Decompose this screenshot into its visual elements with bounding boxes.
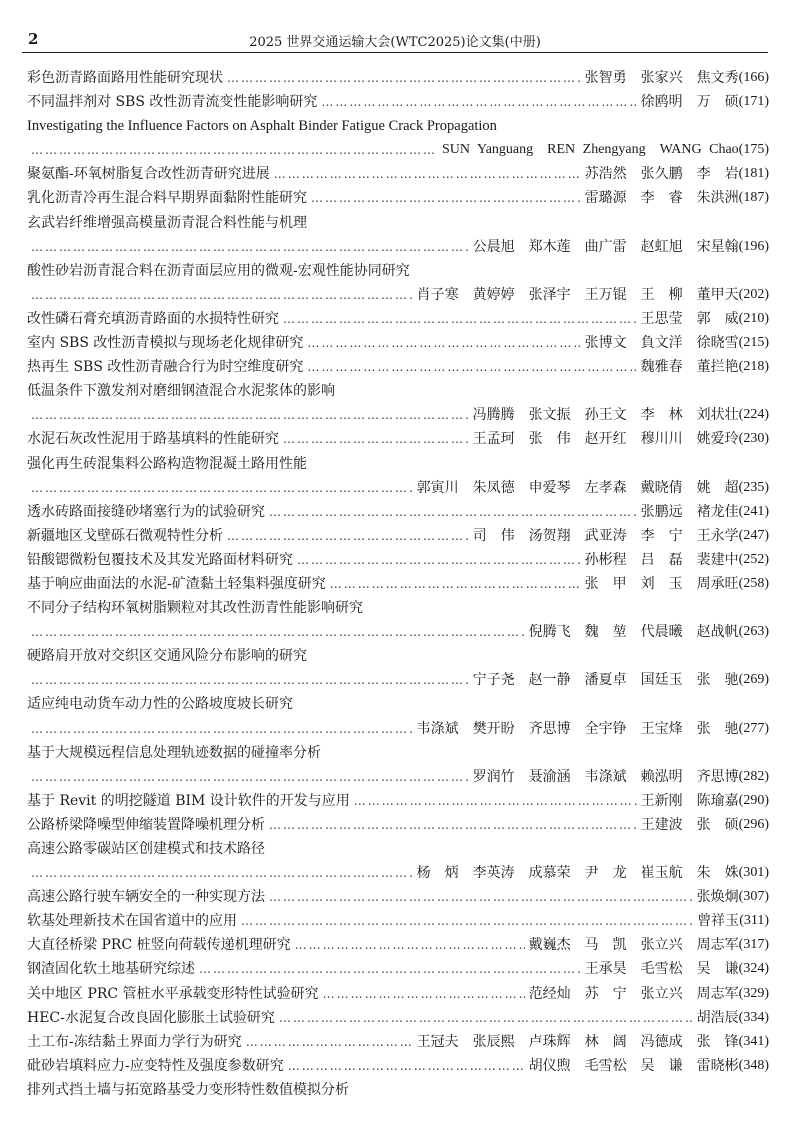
entry-title: 改性磷石膏充填沥青路面的水损特性研究 [27,310,279,327]
toc-entry-title-line [27,211,769,235]
toc-entry-author-line [27,235,769,259]
toc-entry [27,524,769,548]
entry-authors: 王冠夫 张辰熙 卢珠辉 林 阔 冯德成 张 锋 [416,1033,739,1050]
entry-page: (202) [738,286,769,302]
entry-title: 热再生 SBS 改性沥青融合行为时空维度研究 [27,359,304,376]
entry-page: (301) [738,865,769,881]
entry-authors: 王新刚 陈瑜嘉 [640,792,739,809]
leader-dots [227,524,469,548]
entry-title: 土工布-冻结黏土界面力学行为研究 [27,1033,242,1050]
entry-page: (218) [738,359,769,375]
entry-authors: 戴巍杰 马 凯 张立兴 周志军 [528,937,739,954]
entry-authors: 张 甲 刘 玉 周承旺 [584,575,739,592]
toc-entry-author-line [27,717,769,741]
entry-authors: 冯腾腾 张文振 孙王文 李 林 刘状壮 [472,407,739,424]
leader-dots [288,1054,525,1078]
entry-authors: 韦涤斌 樊开盼 齐思博 全宇铮 王宝烽 张 驰 [416,720,739,737]
toc-entry-title-line [27,259,769,283]
leader-dots [269,500,637,524]
toc-entry [27,572,769,596]
toc-entry-author-line [27,476,769,500]
entry-title: 排列式挡土墙与拓宽路基受力变形特性数值模拟分析 [27,1081,349,1098]
toc-entry [27,307,769,331]
entry-page: (341) [738,1033,769,1049]
leader-dots [269,813,637,837]
entry-page: (235) [738,479,769,495]
leader-dots [321,90,636,114]
leader-dots [307,355,636,379]
entry-authors: 罗润竹 聂渝涵 韦涤斌 赖泓明 齐思博 [472,768,739,785]
entry-page: (277) [738,720,769,736]
entry-page: (241) [738,503,769,519]
leader-dots [31,668,469,692]
entry-page: (263) [738,624,769,640]
toc-entry [27,548,769,572]
leader-dots [227,66,581,90]
toc-entry [27,1030,769,1054]
leader-dots [31,620,525,644]
entry-title: HEC-水泥复合改良固化膨胀土试验研究 [27,1009,275,1026]
entry-title: 新疆地区戈壁砾石微观特性分析 [27,527,223,544]
toc-entry [27,427,769,451]
toc-entry [27,162,769,186]
entry-authors: 宁子尧 赵一静 潘夏卓 国廷玉 张 驰 [472,672,739,689]
entry-title: 不同分子结构环氧树脂颗粒对其改性沥青性能影响研究 [27,600,363,617]
toc-entry-author-line [27,861,769,885]
table-of-contents [27,66,769,1102]
entry-page: (224) [738,407,769,423]
toc-entry [27,933,769,957]
entry-authors: 司 伟 汤贺翔 武亚涛 李 宁 王永学 [472,527,739,544]
entry-authors: 王思莹 郭 威 [640,310,739,327]
entry-page: (307) [738,889,769,905]
entry-authors: 范经灿 苏 宁 张立兴 周志军 [528,985,739,1002]
toc-entry [27,331,769,355]
toc-entry-author-line [27,620,769,644]
toc-entry-title-line [27,114,769,138]
entry-authors: 张鹏远 褚龙佳 [640,503,739,520]
entry-title: 彩色沥青路面路用性能研究现状 [27,70,223,86]
entry-page: (311) [739,913,769,929]
entry-page: (181) [738,166,769,182]
leader-dots [323,982,525,1006]
leader-dots [241,909,693,933]
leader-dots [31,476,413,500]
entry-authors: 曾祥玉 [697,913,740,930]
leader-dots [311,186,581,210]
entry-page: (187) [738,190,769,206]
toc-entry [27,909,769,933]
leader-dots [283,307,637,331]
entry-page: (329) [738,985,769,1001]
entry-authors: 公晨旭 郑木莲 曲广雷 赵虹旭 宋星翰 [472,238,739,255]
toc-entry-author-line [27,283,769,307]
entry-title: 室内 SBS 改性沥青模拟与现场老化规律研究 [27,335,304,352]
toc-entry [27,885,769,909]
entry-page: (334) [738,1009,769,1025]
entry-authors: 徐鸥明 万 硕 [640,94,739,111]
toc-entry-title-line [27,596,769,620]
toc-entry [27,813,769,837]
entry-authors: 胡浩辰 [696,1009,739,1026]
entry-authors: 胡仪煦 毛雪松 吴 谦 雷晓彬 [528,1057,739,1074]
toc-entry-title-line [27,837,769,861]
entry-authors: 苏浩然 张久鹏 李 岩 [584,166,739,183]
entry-title: 基于响应曲面法的水泥-矿渣黏土轻集料强度研究 [27,575,326,592]
entry-page: (252) [738,551,769,567]
entry-page: (258) [738,575,769,591]
entry-page: (290) [738,792,769,808]
entry-title: 大直径桥梁 PRC 桩竖向荷载传递机理研究 [27,937,291,954]
entry-title: 聚氨酯-环氧树脂复合改性沥青研究进展 [27,166,270,183]
page-header [22,30,768,53]
entry-title: 硬路肩开放对交织区交通风险分布影响的研究 [27,648,307,665]
leader-dots [31,235,469,259]
leader-dots [307,331,580,355]
entry-title: 关中地区 PRC 管桩水平承载变形特性试验研究 [27,985,319,1002]
entry-page: (215) [738,335,769,351]
entry-title: 强化再生砖混集料公路构造物混凝土路用性能 [27,455,307,472]
toc-entry-author-line [27,403,769,427]
entry-title: 软基处理新技术在国省道中的应用 [27,913,237,930]
entry-title: 砒砂岩填料应力-应变特性及强度参数研究 [27,1057,284,1074]
leader-dots [31,403,469,427]
toc-entry [27,1078,769,1102]
entry-page: (296) [738,816,769,832]
leader-dots [31,765,469,789]
running-head: 2025 世界交通运输大会(WTC2025)论文集(中册) [249,35,541,50]
leader-dots [354,789,637,813]
entry-page: (166) [738,70,769,85]
entry-title: 公路桥梁降噪型伸缩装置降噪机理分析 [27,816,265,833]
leader-dots [31,283,413,307]
entry-authors: 雷璐源 李 睿 朱洪洲 [584,190,739,207]
entry-authors: 王建波 张 硕 [640,816,739,833]
entry-authors: SUN Yanguang REN Zhengyang WANG Chao [442,142,739,158]
toc-entry-title-line [27,644,769,668]
entry-authors: 王孟珂 张 伟 赵开红 穆川川 姚爱玲 [472,431,739,448]
toc-entry-author-line [27,668,769,692]
leader-dots [246,1030,413,1054]
entry-page: (324) [738,961,769,977]
entry-title: 不同温拌剂对 SBS 改性沥青流变性能影响研究 [27,94,318,111]
leader-dots [31,138,438,162]
toc-entry [27,982,769,1006]
toc-entry [27,500,769,524]
toc-entry [27,1054,769,1078]
leader-dots [279,1006,693,1030]
entry-authors: 倪腾飞 魏 堃 代晨曦 赵战帆 [528,624,739,641]
entry-title: 透水砖路面接缝砂堵塞行为的试验研究 [27,503,265,520]
toc-entry-author-line [27,138,769,162]
entry-page: (230) [738,431,769,447]
entry-page: (348) [738,1057,769,1073]
entry-authors: 王承昊 毛雪松 吴 谦 [584,961,739,978]
entry-authors: 孙彬程 吕 磊 裴建中 [584,551,739,568]
entry-title: 低温条件下激发剂对磨细钢渣混合水泥浆体的影响 [27,383,335,400]
toc-entry-title-line [27,692,769,716]
entry-authors: 张焕炯 [696,889,739,906]
toc-entry [27,957,769,981]
leader-dots [269,885,693,909]
entry-authors: 张博文 負文洋 徐晓雪 [584,335,739,352]
entry-title: 高速公路零碳站区创建模式和技术路径 [27,841,265,857]
leader-dots [31,717,413,741]
entry-title: 酸性砂岩沥青混合料在沥青面层应用的微观-宏观性能协同研究 [27,262,410,279]
toc-entry-title-line [27,741,769,765]
entry-page: (317) [738,937,769,953]
toc-entry-title-line [27,379,769,403]
toc-entry-author-line [27,765,769,789]
entry-authors: 肖子寒 黄婷婷 张泽宇 王万锟 王 柳 董甲天 [416,286,739,303]
leader-dots [199,957,581,981]
entry-title: 基于大规模远程信息处理轨迹数据的碰撞率分析 [27,744,321,761]
entry-authors: 魏雅春 董拦艳 [640,359,739,376]
entry-authors: 杨 炳 李英涛 成慕荣 尹 龙 崔玉航 朱 姝 [416,865,739,882]
toc-entry [27,789,769,813]
leader-dots [31,861,413,885]
entry-title: 水泥石灰改性泥用于路基填料的性能研究 [27,431,279,448]
entry-page: (210) [738,310,769,326]
entry-page: (175) [738,142,769,158]
entry-title: 玄武岩纤维增强高模量沥青混合料性能与机理 [27,214,307,231]
entry-title: Investigating the Influence Factors on Asphalt Binder Fatigue Crack Propagation [27,118,497,135]
entry-authors: 张智勇 张家兴 焦文秀 [584,70,739,86]
leader-dots [295,933,525,957]
entry-title: 基于 Revit 的明挖隧道 BIM 设计软件的开发与应用 [27,792,350,809]
leader-dots [297,548,581,572]
page-number: 2 [28,30,39,48]
toc-entry [27,1006,769,1030]
entry-title: 铅酸锶微粉包覆技术及其发光路面材料研究 [27,551,293,568]
entry-page: (196) [738,238,769,254]
entry-title: 高速公路行驶车辆安全的一种实现方法 [27,889,265,906]
entry-page: (247) [738,527,769,543]
entry-title: 乳化沥青冷再生混合料早期界面黏附性能研究 [27,190,307,207]
toc-entry [27,90,769,114]
entry-title: 钢渣固化软土地基研究综述 [27,961,195,978]
entry-page: (171) [738,94,769,110]
leader-dots [330,572,581,596]
toc-entry [27,66,769,90]
toc-entry [27,355,769,379]
entry-title: 适应纯电动货车动力性的公路坡度坡长研究 [27,696,293,713]
leader-dots [274,162,581,186]
toc-entry [27,186,769,210]
entry-page: (282) [738,768,769,784]
toc-entry-title-line [27,452,769,476]
leader-dots [283,427,469,451]
entry-authors: 郭寅川 朱凤德 申爱琴 左孝森 戴晓倩 姚 超 [416,479,739,496]
entry-page: (269) [738,672,769,688]
